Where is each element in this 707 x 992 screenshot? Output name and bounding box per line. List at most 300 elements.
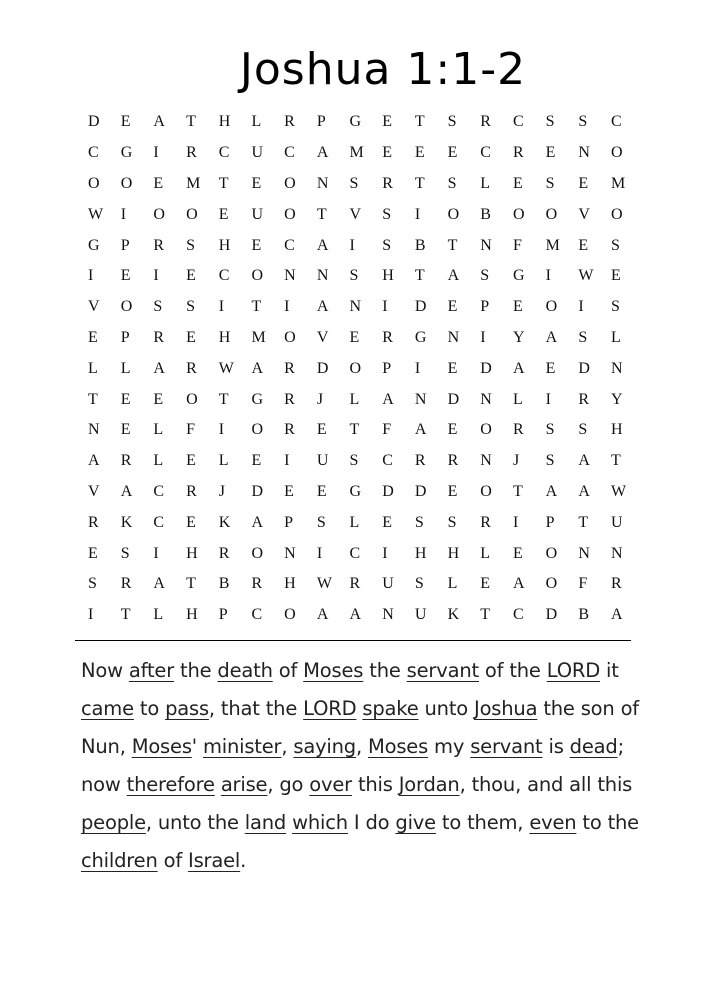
grid-letter: T	[414, 113, 425, 131]
grid-letter: C	[284, 144, 295, 162]
grid-letter: R	[414, 452, 426, 470]
grid-letter: O	[284, 174, 296, 192]
grid-letter: M	[251, 328, 266, 346]
grid-letter: W	[578, 267, 594, 285]
hidden-word: Moses	[367, 735, 429, 758]
grid-letter: E	[349, 328, 360, 346]
grid-letter: D	[480, 359, 492, 377]
grid-letter: P	[284, 513, 294, 531]
grid-letter: O	[153, 205, 165, 223]
grid-letter: S	[186, 298, 195, 316]
grid-letter: L	[512, 390, 523, 408]
passage-text: .	[240, 849, 247, 872]
grid-letter: C	[218, 144, 230, 162]
hidden-word: Israel	[188, 849, 241, 872]
passage-text: Now	[81, 659, 129, 682]
grid-letter: O	[251, 421, 263, 439]
grid-letter: V	[316, 328, 329, 346]
grid-letter: R	[382, 174, 393, 192]
grid-letter: S	[611, 236, 620, 254]
grid-letter: C	[153, 482, 165, 500]
grid-letter: R	[480, 513, 491, 531]
grid-letter: E	[578, 236, 589, 254]
grid-letter: N	[578, 544, 590, 562]
grid-letter: C	[153, 513, 165, 531]
grid-letter: F	[382, 421, 392, 439]
grid-letter: A	[414, 421, 427, 439]
grid-letter: R	[349, 575, 361, 593]
grid-letter: C	[611, 113, 622, 131]
grid-letter: D	[316, 359, 329, 377]
grid-letter: O	[512, 205, 525, 223]
grid-letter: C	[284, 236, 295, 254]
grid-letter: E	[545, 359, 556, 377]
grid-letter: T	[512, 482, 523, 500]
grid-letter: O	[284, 606, 296, 624]
divider	[75, 640, 631, 641]
grid-letter: A	[611, 606, 623, 624]
grid-letter: S	[88, 575, 97, 593]
grid-letter: S	[349, 174, 359, 192]
grid-letter: O	[284, 328, 296, 346]
hidden-word: spake	[362, 697, 419, 720]
grid-letter: E	[382, 513, 392, 531]
grid-letter: H	[447, 544, 460, 562]
passage-text: , that the	[208, 697, 304, 720]
grid-letter: D	[578, 359, 590, 377]
grid-letter: N	[316, 174, 329, 192]
grid-letter: N	[447, 328, 460, 346]
grid-letter: H	[414, 544, 427, 562]
grid-letter: T	[480, 606, 491, 624]
grid-letter: E	[251, 174, 262, 192]
grid-letter: E	[382, 144, 392, 162]
grid-letter: P	[545, 513, 555, 531]
passage-text: is	[542, 735, 570, 758]
grid-letter: T	[251, 298, 262, 316]
grid-letter: E	[251, 236, 262, 254]
grid-letter: L	[349, 390, 360, 408]
grid-letter: I	[578, 298, 584, 316]
grid-letter: N	[284, 267, 296, 285]
grid-letter: U	[316, 452, 329, 470]
grid-letter: O	[251, 267, 263, 285]
grid-letter: O	[545, 575, 558, 593]
grid-letter: U	[382, 575, 394, 593]
grid-letter: D	[414, 298, 427, 316]
grid-letter: E	[480, 575, 491, 593]
grid-letter: D	[545, 606, 558, 624]
grid-letter: E	[153, 390, 164, 408]
grid-letter: A	[251, 513, 263, 531]
hidden-word: dead	[569, 735, 618, 758]
grid-letter: T	[611, 452, 621, 470]
grid-letter: S	[545, 174, 555, 192]
passage-text: '	[191, 735, 203, 758]
grid-letter: K	[120, 513, 133, 531]
scripture-passage	[81, 652, 641, 880]
grid-letter: O	[251, 544, 263, 562]
grid-letter: E	[186, 267, 196, 285]
grid-letter: J	[512, 452, 520, 470]
grid-letter: N	[480, 236, 492, 254]
grid-letter: C	[88, 144, 99, 162]
grid-letter: A	[578, 482, 590, 500]
hidden-word: Moses	[131, 735, 192, 758]
grid-letter: S	[611, 298, 620, 316]
grid-letter: I	[545, 267, 551, 285]
grid-letter: R	[284, 421, 295, 439]
grid-letter: O	[611, 144, 623, 162]
grid-letter: T	[349, 421, 360, 439]
grid-letter: E	[447, 298, 458, 316]
grid-letter: E	[316, 482, 327, 500]
grid-letter: F	[578, 575, 588, 593]
grid-letter: N	[611, 544, 623, 562]
grid-letter: W	[316, 575, 332, 593]
grid-letter: D	[447, 390, 460, 408]
grid-letter: W	[218, 359, 234, 377]
hidden-word: over	[309, 773, 352, 796]
grid-letter: P	[316, 113, 326, 131]
grid-letter: S	[447, 513, 457, 531]
grid-letter: P	[382, 359, 392, 377]
grid-letter: T	[414, 267, 425, 285]
grid-letter: E	[447, 421, 458, 439]
grid-letter: V	[88, 482, 100, 500]
grid-letter: E	[120, 267, 131, 285]
grid-letter: A	[545, 482, 558, 500]
passage-text: it	[600, 659, 619, 682]
grid-letter: D	[88, 113, 100, 131]
grid-letter: U	[414, 606, 427, 624]
grid-letter: L	[611, 328, 621, 346]
grid-letter: C	[480, 144, 491, 162]
grid-letter: T	[316, 205, 327, 223]
grid-letter: R	[447, 452, 459, 470]
grid-letter: E	[120, 113, 131, 131]
hidden-word: LORD	[546, 659, 601, 682]
grid-letter: I	[545, 390, 551, 408]
grid-letter: N	[480, 452, 492, 470]
grid-letter: R	[578, 390, 589, 408]
grid-letter: N	[611, 359, 623, 377]
grid-letter: L	[153, 421, 164, 439]
grid-letter: V	[578, 205, 590, 223]
grid-letter: S	[447, 174, 457, 192]
grid-letter: M	[545, 236, 560, 254]
grid-letter: R	[512, 144, 524, 162]
grid-letter: L	[480, 544, 491, 562]
grid-letter: E	[120, 421, 131, 439]
grid-letter: I	[218, 421, 225, 439]
grid-letter: M	[349, 144, 364, 162]
grid-letter: C	[382, 452, 393, 470]
grid-letter: I	[88, 267, 94, 285]
hidden-word: Moses	[303, 659, 364, 682]
grid-letter: R	[284, 359, 295, 377]
hidden-word: land	[244, 811, 287, 834]
grid-letter: A	[349, 606, 362, 624]
grid-letter: C	[349, 544, 361, 562]
grid-letter: R	[120, 452, 132, 470]
passage-text: Nun,	[81, 735, 132, 758]
grid-letter: Y	[512, 328, 525, 346]
grid-letter: H	[218, 328, 231, 346]
grid-letter: B	[578, 606, 589, 624]
grid-letter: S	[153, 298, 163, 316]
grid-letter: G	[120, 144, 133, 162]
grid-letter: I	[284, 298, 290, 316]
grid-letter: T	[120, 606, 131, 624]
grid-letter: E	[512, 298, 523, 316]
grid-letter: O	[120, 174, 133, 192]
hidden-word: Joshua	[474, 697, 538, 720]
grid-letter: B	[414, 236, 426, 254]
grid-letter: I	[153, 144, 159, 162]
grid-letter: R	[120, 575, 132, 593]
grid-letter: I	[480, 328, 486, 346]
grid-letter: T	[186, 575, 196, 593]
grid-letter: C	[512, 113, 524, 131]
passage-text: unto	[418, 697, 475, 720]
grid-letter: E	[611, 267, 621, 285]
hidden-word: even	[529, 811, 577, 834]
grid-letter: G	[414, 328, 427, 346]
grid-letter: E	[414, 144, 425, 162]
grid-letter: E	[153, 174, 164, 192]
grid-letter: W	[611, 482, 627, 500]
grid-letter: L	[218, 452, 229, 470]
grid-letter: R	[88, 513, 99, 531]
grid-letter: S	[349, 452, 359, 470]
grid-letter: G	[349, 482, 362, 500]
grid-letter: S	[545, 113, 555, 131]
grid-letter: R	[186, 482, 197, 500]
grid-letter: G	[512, 267, 525, 285]
grid-letter: S	[545, 421, 555, 439]
grid-letter: N	[349, 298, 362, 316]
grid-letter: E	[186, 328, 196, 346]
passage-text: , unto the	[145, 811, 245, 834]
grid-letter: L	[447, 575, 458, 593]
grid-letter: O	[349, 359, 362, 377]
grid-letter: S	[382, 205, 392, 223]
grid-letter: E	[447, 144, 458, 162]
grid-letter: O	[480, 482, 492, 500]
grid-letter: I	[382, 298, 388, 316]
grid-letter: S	[578, 113, 588, 131]
grid-letter: H	[218, 113, 231, 131]
grid-letter: S	[447, 113, 457, 131]
hidden-word: arise	[220, 773, 268, 796]
passage-text: of	[272, 659, 304, 682]
grid-letter: E	[512, 174, 523, 192]
grid-letter: N	[578, 144, 590, 162]
grid-letter: A	[88, 452, 100, 470]
grid-letter: E	[545, 144, 556, 162]
passage-text: to	[133, 697, 166, 720]
grid-letter: A	[316, 236, 329, 254]
passage-text: of	[157, 849, 189, 872]
grid-letter: I	[284, 452, 290, 470]
grid-letter: S	[578, 328, 588, 346]
grid-letter: O	[186, 390, 198, 408]
grid-letter: O	[480, 421, 492, 439]
hidden-word: give	[395, 811, 436, 834]
grid-letter: H	[218, 236, 231, 254]
hidden-word: after	[128, 659, 175, 682]
grid-letter: A	[251, 359, 263, 377]
grid-letter: N	[316, 267, 329, 285]
grid-letter: D	[382, 482, 394, 500]
grid-letter: L	[153, 606, 164, 624]
grid-letter: H	[284, 575, 296, 593]
grid-letter: O	[545, 205, 558, 223]
grid-letter: E	[512, 544, 523, 562]
grid-letter: C	[218, 267, 230, 285]
grid-letter: A	[316, 144, 329, 162]
grid-letter: N	[88, 421, 100, 439]
passage-text: my	[428, 735, 471, 758]
grid-letter: F	[186, 421, 195, 439]
grid-letter: R	[153, 328, 165, 346]
passage-text: the son of	[537, 697, 639, 720]
grid-letter: O	[88, 174, 100, 192]
grid-letter: A	[120, 482, 133, 500]
passage-text: I do	[347, 811, 396, 834]
passage-text: the	[174, 659, 218, 682]
hidden-word: LORD	[303, 697, 357, 720]
grid-letter: E	[186, 452, 196, 470]
hidden-word: pass	[165, 697, 209, 720]
grid-letter: A	[153, 359, 165, 377]
hidden-word: death	[217, 659, 273, 682]
grid-letter: U	[611, 513, 623, 531]
grid-letter: N	[480, 390, 492, 408]
hidden-word: came	[81, 697, 134, 720]
grid-letter: T	[414, 174, 425, 192]
grid-letter: S	[186, 236, 195, 254]
grid-letter: R	[480, 113, 491, 131]
grid-letter: E	[447, 359, 458, 377]
grid-letter: H	[611, 421, 623, 439]
passage-text: ,	[355, 735, 368, 758]
grid-letter: I	[153, 267, 159, 285]
hidden-word: which	[292, 811, 348, 834]
grid-letter: N	[284, 544, 296, 562]
hidden-word: people	[81, 811, 146, 834]
grid-letter: A	[382, 390, 394, 408]
grid-letter: A	[316, 298, 329, 316]
grid-letter: L	[480, 174, 491, 192]
grid-letter: D	[251, 482, 263, 500]
grid-letter: J	[218, 482, 225, 500]
grid-letter: E	[447, 482, 458, 500]
grid-letter: P	[120, 236, 130, 254]
grid-letter: R	[153, 236, 165, 254]
grid-letter: H	[382, 267, 394, 285]
passage-text: to the	[576, 811, 639, 834]
grid-letter: V	[349, 205, 362, 223]
hidden-word: therefore	[126, 773, 215, 796]
grid-letter: N	[382, 606, 394, 624]
grid-letter: E	[186, 513, 196, 531]
grid-letter: R	[186, 359, 197, 377]
passage-text: to them,	[435, 811, 530, 834]
grid-letter: I	[512, 513, 519, 531]
grid-letter: B	[480, 205, 491, 223]
grid-letter: N	[414, 390, 427, 408]
grid-letter: A	[447, 267, 460, 285]
grid-letter: R	[382, 328, 393, 346]
grid-letter: C	[251, 606, 263, 624]
grid-letter: A	[153, 113, 165, 131]
grid-letter: O	[545, 298, 558, 316]
grid-letter: E	[120, 390, 131, 408]
grid-letter: S	[480, 267, 490, 285]
grid-letter: L	[88, 359, 98, 377]
grid-letter: C	[512, 606, 524, 624]
grid-letter: I	[316, 544, 323, 562]
grid-letter: K	[447, 606, 460, 624]
grid-letter: A	[153, 575, 165, 593]
grid-letter: I	[349, 236, 355, 254]
word-search-grid	[88, 107, 644, 631]
grid-letter: I	[120, 205, 127, 223]
grid-letter: O	[611, 205, 623, 223]
grid-letter: E	[284, 482, 294, 500]
grid-letter: P	[120, 328, 130, 346]
grid-letter: O	[545, 544, 558, 562]
grid-letter: I	[414, 205, 421, 223]
passage-text: , thou, and all this	[459, 773, 633, 796]
grid-letter: A	[512, 359, 525, 377]
grid-letter: M	[186, 174, 201, 192]
grid-letter: T	[578, 513, 589, 531]
grid-letter: P	[218, 606, 228, 624]
grid-letter: R	[284, 390, 295, 408]
page-title: Joshua 1:1-2	[239, 44, 527, 95]
grid-letter: T	[218, 174, 229, 192]
grid-letter: I	[218, 298, 225, 316]
grid-letter: I	[88, 606, 94, 624]
grid-letter: A	[578, 452, 590, 470]
grid-letter: O	[447, 205, 460, 223]
grid-letter: R	[611, 575, 622, 593]
grid-letter: L	[153, 452, 164, 470]
grid-letter: I	[382, 544, 388, 562]
grid-letter: A	[512, 575, 525, 593]
grid-letter: E	[218, 205, 229, 223]
grid-letter: S	[414, 513, 424, 531]
passage-text: , go	[267, 773, 310, 796]
passage-text: ; now	[81, 735, 624, 796]
grid-letter: S	[120, 544, 130, 562]
grid-letter: E	[88, 544, 98, 562]
grid-letter: U	[251, 205, 263, 223]
grid-letter: L	[120, 359, 131, 377]
grid-letter: R	[284, 113, 295, 131]
grid-letter: S	[545, 452, 555, 470]
passage-text: of the	[478, 659, 547, 682]
grid-letter: G	[88, 236, 100, 254]
grid-letter: R	[512, 421, 524, 439]
grid-letter: W	[88, 205, 104, 223]
grid-letter: S	[349, 267, 359, 285]
hidden-word: minister	[202, 735, 282, 758]
grid-letter: B	[218, 575, 230, 593]
